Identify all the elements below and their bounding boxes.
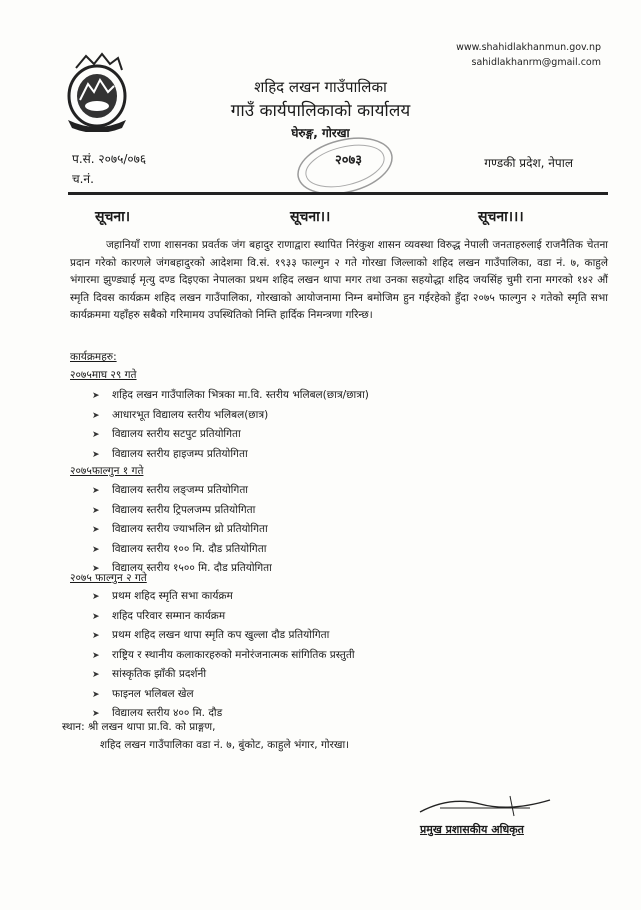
arrow-bullet-icon: ➤ <box>92 544 100 555</box>
section-list-3 <box>92 587 355 724</box>
notice-heading-3: सूचना।।। <box>478 209 524 225</box>
header-divider <box>68 192 608 195</box>
arrow-bullet-icon: ➤ <box>92 709 100 719</box>
office-stamp <box>275 130 405 200</box>
arrow-bullet-icon: ➤ <box>92 391 100 401</box>
contact-block <box>456 40 601 70</box>
venue-line-1: स्थान: श्री लखन थापा प्रा.वि. को प्राङ्गण, <box>62 721 216 733</box>
list-item: ➤ सांस्कृतिक झाँकी प्रदर्शनी <box>92 665 355 685</box>
email-text: sahidlakhanrm@gmail.com <box>471 57 601 68</box>
programs-heading: कार्यक्रमहरु: <box>70 351 117 363</box>
arrow-bullet-icon: ➤ <box>92 631 100 641</box>
arrow-bullet-icon: ➤ <box>92 525 100 535</box>
list-item: ➤ विद्यालय स्तरीय हाइजम्प प्रतियोगिता <box>92 445 369 465</box>
office-location: घेरुङ्ग, गोरखा <box>291 126 350 140</box>
section-date-3: २०७५ फाल्गुन २ गते <box>70 572 147 584</box>
section-list-1 <box>92 386 369 464</box>
list-item: ➤ विद्यालय स्तरीय १५०० मि. दौड प्रतियोगिता <box>92 559 272 579</box>
venue-line-2: शहिद लखन गाउँपालिका वडा नं. ७, बुंकोट, काहुले भंगार, गोरखा। <box>100 739 350 751</box>
signature-mark <box>410 790 560 820</box>
arrow-bullet-icon: ➤ <box>92 611 100 622</box>
website-text: www.shahidlakhanmun.gov.np <box>456 42 601 53</box>
arrow-bullet-icon: ➤ <box>92 592 100 602</box>
section-date-1: २०७५माघ २९ गते <box>70 369 137 381</box>
section-date-2: २०७५फाल्गुन १ गते <box>70 465 144 477</box>
list-item: ➤ शहिद परिवार सम्मान कार्यक्रम <box>92 607 355 627</box>
list-item: ➤ विद्यालय स्तरीय १०० मि. दौड प्रतियोगिता <box>92 540 272 560</box>
list-item: ➤ फाइनल भलिबल खेल <box>92 685 355 705</box>
body-paragraph: जहानियाँ राणा शासनका प्रवर्तक जंग बहादुर राणाद्वारा स्थापित निरंकुश शासन व्यवस्था विरुद्ध नेपाली जनताहरुलाई राजनैतिक चेतना प्रदान गरेको कारणले जंगबहादुरको आदेशमा वि.सं. १९३३ फाल्गुन २ गते गोरखा जिल्लाको शहिद लखन गाउँपालिका, वडा नं. ७, काहुले भंगारमा झुण्ड्याई मृत्यु दण्ड दिइएका नेपालका प्रथम शहिद लखन थापा मगर तथा उनका सहयोद्धा शहिद जयसिंह चुमी राना मगरको १४२ औं स्मृति दिवस कार्यक्रम शहिद लखन गाउँपालिका, गोरखाको आयोजनामा निम्न बमोजिम हुन गईरहेको हुँदा २०७५ फाल्गुन २ गतेको स्मृति सभा कार्यक्रममा यहाँहरु सबैको गरिमामय उपस्थितिको निम्ति हार्दिक निमन्त्रणा गरिन्छ। <box>70 239 608 321</box>
list-item: ➤ आधारभूत विद्यालय स्तरीय भलिबल(छात्र) <box>92 406 369 426</box>
dispatch-number: च.नं. <box>72 172 94 186</box>
list-item: ➤ विद्यालय स्तरीय ४०० मि. दौड <box>92 704 355 724</box>
arrow-bullet-icon: ➤ <box>92 670 100 680</box>
list-item: ➤ विद्यालय स्तरीय सटपुट प्रतियोगिता <box>92 425 369 445</box>
arrow-bullet-icon: ➤ <box>92 505 100 516</box>
list-item: ➤ राष्ट्रिय र स्थानीय कलाकारहरुको मनोरंजनात्मक सांगितिक प्रस्तुती <box>92 646 355 666</box>
arrow-bullet-icon: ➤ <box>92 689 100 700</box>
notice-heading-1: सूचना। <box>95 209 131 225</box>
office-name-line2: गाउँ कार्यपालिकाको कार्यालय <box>230 101 411 121</box>
office-name-line1: शहिद लखन गाउँपालिका <box>254 78 387 96</box>
signatory-title: प्रमुख प्रशासकीय अधिकृत <box>420 823 524 836</box>
list-item: ➤ विद्यालय स्तरीय ज्याभलिन थ्रो प्रतियोगिता <box>92 520 272 540</box>
province-text: गण्डकी प्रदेश, नेपाल <box>484 156 573 170</box>
list-item: ➤ प्रथम शहिद लखन थापा स्मृति कप खुल्ला दौड प्रतियोगिता <box>92 626 355 646</box>
arrow-bullet-icon: ➤ <box>92 486 100 496</box>
arrow-bullet-icon: ➤ <box>92 564 100 574</box>
arrow-bullet-icon: ➤ <box>92 449 100 460</box>
ref-number: प.सं. २०७५/०७६ <box>72 152 147 166</box>
arrow-bullet-icon: ➤ <box>92 650 100 661</box>
stamp-number: २०७३ <box>335 153 363 168</box>
section-list-2 <box>92 481 272 579</box>
arrow-bullet-icon: ➤ <box>92 430 100 440</box>
list-item: ➤ विद्यालय स्तरीय ट्रिपलजम्प प्रतियोगिता <box>92 501 272 521</box>
arrow-bullet-icon: ➤ <box>92 410 100 421</box>
list-item: ➤ विद्यालय स्तरीय लङ्जम्प प्रतियोगिता <box>92 481 272 501</box>
list-item: ➤ शहिद लखन गाउँपालिका भित्रका मा.वि. स्तरीय भलिबल(छात्र/छात्रा) <box>92 386 369 406</box>
list-item: ➤ प्रथम शहिद स्मृति सभा कार्यक्रम <box>92 587 355 607</box>
notice-heading-2: सूचना।। <box>290 209 331 225</box>
